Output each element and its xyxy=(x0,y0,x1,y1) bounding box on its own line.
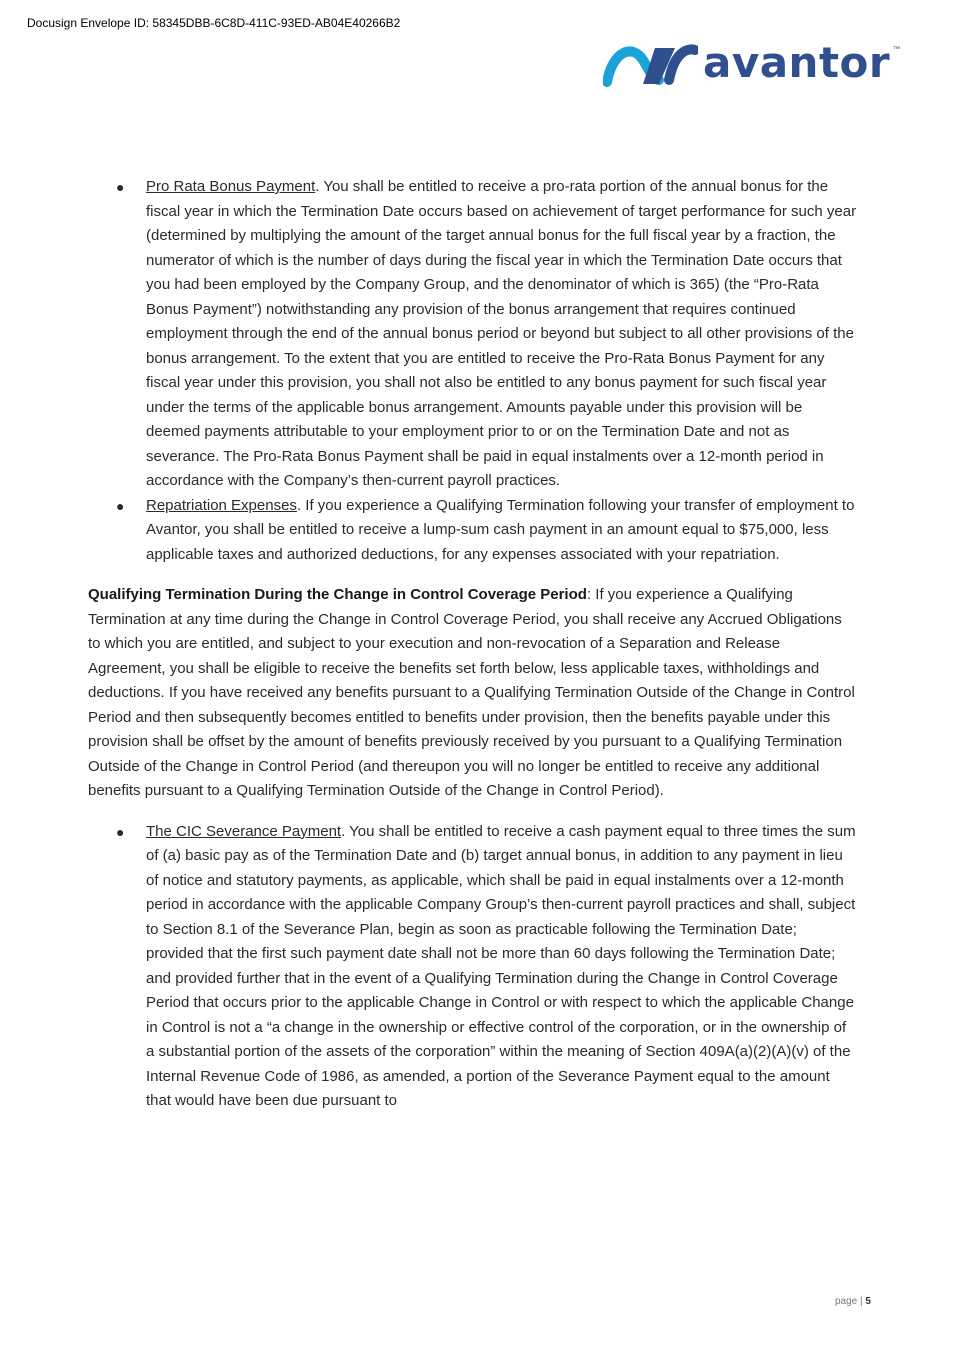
bullet-list-top xyxy=(88,175,858,567)
paragraph-text: : If you experience a Qualifying Termination at any time during the Change in Control Coverage Period, you shall receive any Accrued Obligations to which you are entitled, and subject to your execution and non-revocation of a Separation and Release Agreement, you shall be eligible to receive the benefits set forth below, less applicable taxes, withholdings and deductions. If you have received any benefits pursuant to a Qualifying Termination Outside of the Change in Control Period and then subsequently becomes entitled to benefits under provision, then the benefits payable under this provision shall be offset by the amount of benefits previously received by you pursuant to a Qualifying Termination Outside of the Change in Control Period (and thereupon you will no longer be entitled to receive any additional benefits pursuant to a Qualifying Termination Outside of the Change in Control Period). xyxy=(88,586,855,799)
avantor-logo-mark xyxy=(603,42,698,88)
paragraph-heading: Qualifying Termination During the Change in Control Coverage Period xyxy=(88,586,587,603)
page-number: 5 xyxy=(865,1296,871,1307)
item-text: . You shall be entitled to receive a pro-rata portion of the annual bonus for the fiscal year in which the Termination Date occurs based on achievement of target performance for such year (determined by multiplying the amount of the target annual bonus for the full fiscal year by a fraction, the numerator of which is the number of days during the fiscal year in which the Termination Date occurs that you had been employed by the Company Group, and the denominator of which is 365) (the “Pro-Rata Bonus Payment”) notwithstanding any provision of the bonus arrangement that requires continued employment through the end of the annual bonus period or beyond but subject to all other provisions of the bonus arrangement. To the extent that you are entitled to receive the Pro-Rata Bonus Payment for any fiscal year under this provision, you shall not also be entitled to any bonus payment for such fiscal year under the terms of the applicable bonus arrangement. Amounts payable under this provision will be deemed payments attributable to your employment prior to or on the Termination Date and not as severance. The Pro-Rata Bonus Payment shall be paid in equal instalments over a 12-month period in accordance with the Company’s then-current payroll practices. xyxy=(146,178,857,489)
envelope-id: Docusign Envelope ID: 58345DBB-6C8D-411C-93ED-AB04E40266B2 xyxy=(27,16,401,30)
cic-coverage-paragraph xyxy=(88,583,858,804)
item-title: Pro Rata Bonus Payment xyxy=(146,178,316,195)
bullet-icon: ● xyxy=(116,497,125,514)
trademark-symbol: ™ xyxy=(893,46,900,53)
bullet-icon: ● xyxy=(116,179,125,195)
list-item xyxy=(88,175,858,494)
document-body xyxy=(88,175,858,1114)
avantor-wordmark: avantor xyxy=(703,38,891,87)
item-title: Repatriation Expenses xyxy=(146,496,297,514)
bullet-icon: ● xyxy=(116,823,125,840)
item-text: . If you experience a Qualifying Termination following your transfer of employment to Avantor, you shall be entitled to receive a lump-sum cash payment in an amount equal to $75,000, less applicable taxes and authorized deductions, for any expenses associated with your repatriation. xyxy=(146,496,855,563)
page-footer xyxy=(835,1296,871,1307)
list-item xyxy=(88,494,858,568)
avantor-logo xyxy=(603,40,908,90)
bullet-list-bottom xyxy=(88,820,858,1114)
item-text: . You shall be entitled to receive a cash payment equal to three times the sum of (a) basic pay as of the Termination Date and (b) target annual bonus, in addition to any payment in lieu of notice and statutory payments, as applicable, which shall be paid in equal instalments over a 12-month period in accordance with the applicable Company Group’s then-current payroll practices and shall, subject to Section 8.1 of the Severance Plan, begin as soon as practicable following the Termination Date; provided that the first such payment date shall not be more than 60 days following the Termination Date; and provided further that in the event of a Qualifying Termination during the Change in Control Coverage Period that occurs prior to the applicable Change in Control or with respect to which the applicable Change in Control is not a “a change in the ownership or effective control of the corporation, or in the ownership of a substantial portion of the assets of the corporation” within the meaning of Section 409A(a)(2)(A)(v) of the Internal Revenue Code of 1986, as amended, a portion of the Severance Payment equal to the amount that would have been due pursuant to xyxy=(146,822,856,1109)
page-label: page | xyxy=(835,1296,866,1307)
item-title: The CIC Severance Payment xyxy=(146,822,342,840)
list-item xyxy=(88,820,858,1114)
